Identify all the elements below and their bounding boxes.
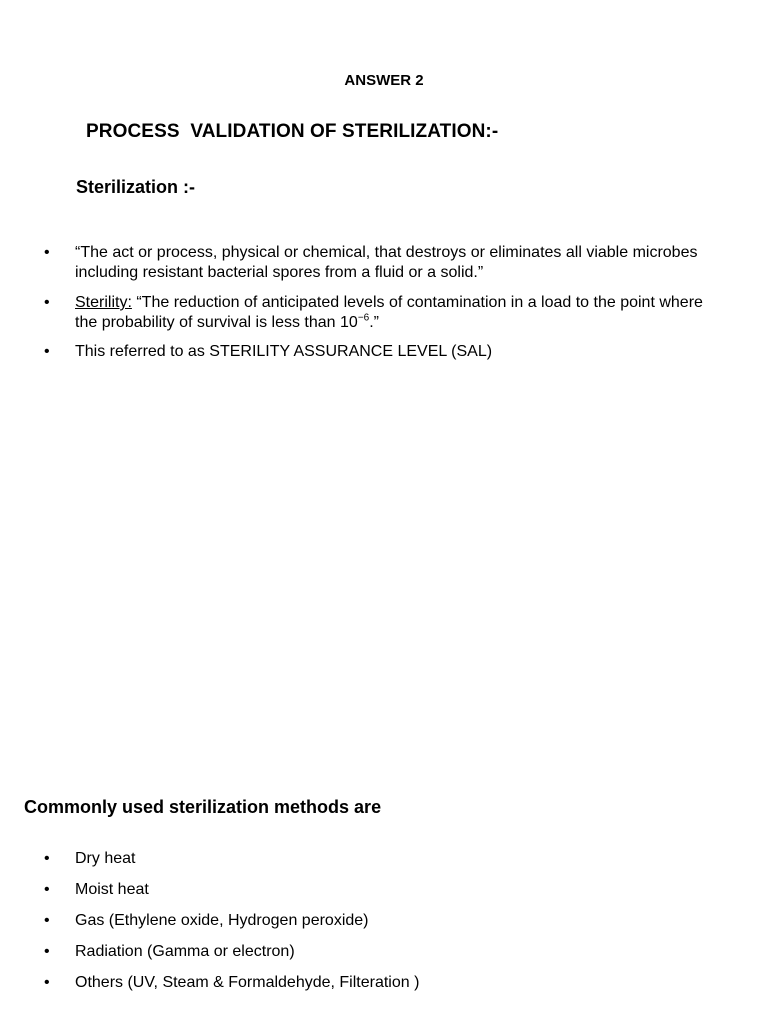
method-text: Gas (Ethylene oxide, Hydrogen peroxide) — [75, 912, 369, 929]
bullet-icon: • — [44, 881, 50, 898]
sterility-definition: “The reduction of anticipated levels of contamination in a load to the point where the probability of survival is less than 10 — [75, 294, 703, 331]
method-text: Others (UV, Steam & Formaldehyde, Filteration ) — [75, 974, 420, 991]
sal-text: This referred to as STERILITY ASSURANCE LEVEL (SAL) — [75, 343, 493, 360]
list-item — [44, 942, 708, 973]
list-item — [44, 243, 708, 283]
bullet-icon: • — [44, 244, 50, 261]
sterility-term: Sterility: — [75, 294, 132, 311]
bullet-icon: • — [44, 850, 50, 867]
list-item — [44, 911, 708, 942]
methods-list — [44, 849, 708, 1004]
answer-label: ANSWER 2 — [344, 72, 424, 89]
list-item — [44, 293, 708, 333]
bullet-icon: • — [44, 912, 50, 929]
list-item — [44, 973, 708, 1004]
section-subheading: Sterilization :- — [76, 177, 196, 197]
methods-heading: Commonly used sterilization methods are — [24, 797, 382, 817]
method-text: Moist heat — [75, 881, 149, 898]
bullet-icon: • — [44, 974, 50, 991]
list-item — [44, 880, 708, 911]
bullet-icon: • — [44, 294, 50, 311]
exponent: −6 — [357, 312, 370, 324]
method-text: Radiation (Gamma or electron) — [75, 943, 295, 960]
bullet-icon: • — [44, 943, 50, 960]
list-item — [44, 342, 708, 362]
sterility-definition-end: .” — [369, 314, 379, 331]
list-item — [44, 849, 708, 880]
method-text: Dry heat — [75, 850, 136, 867]
page-title: PROCESS VALIDATION OF STERILIZATION:- — [86, 121, 499, 142]
bullet-icon: • — [44, 343, 50, 360]
definition-text: “The act or process, physical or chemical, that destroys or eliminates all viable microbes including resistant bacterial spores from a fluid or a solid.” — [75, 244, 698, 281]
definition-list — [44, 243, 708, 372]
